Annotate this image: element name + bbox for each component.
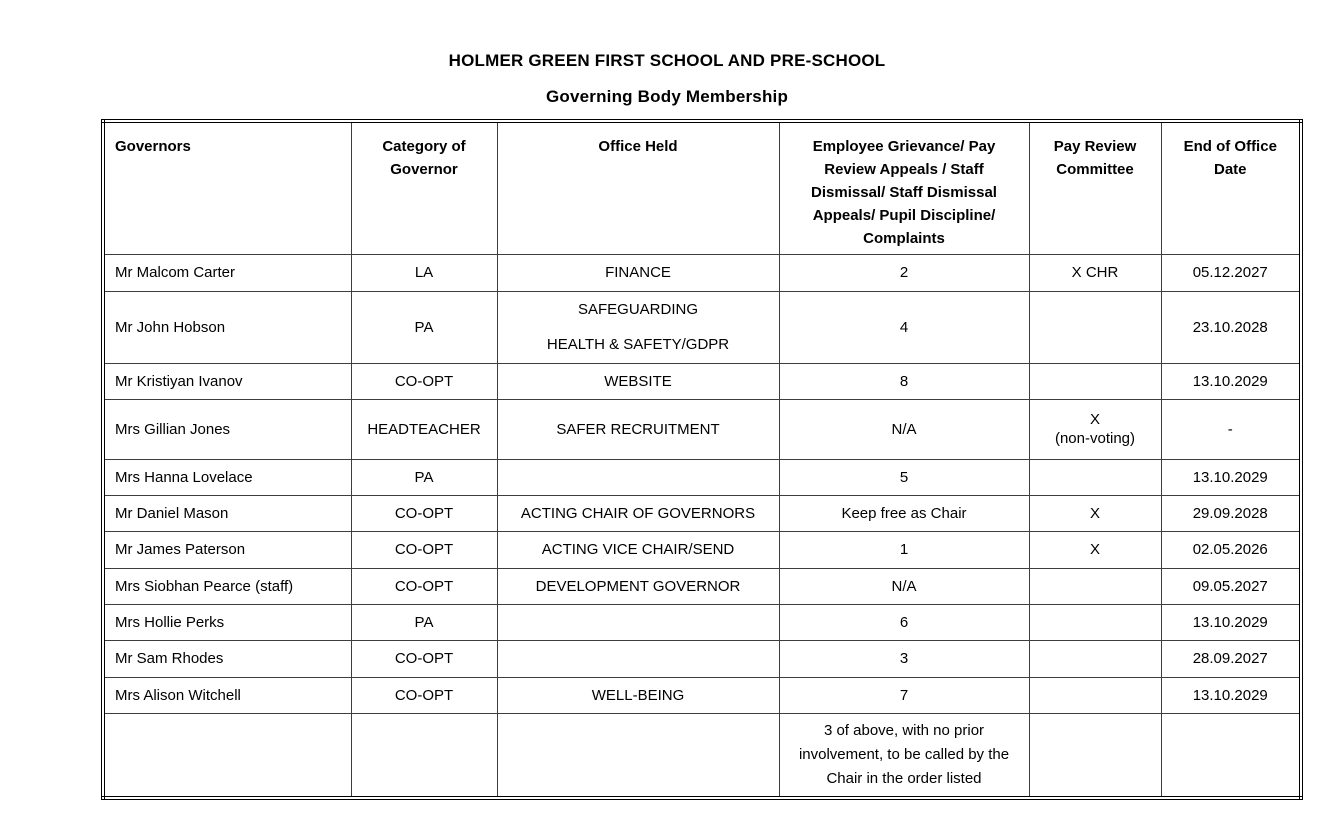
table-header-row — [103, 121, 1301, 254]
grievance-panel-number: 5 — [779, 459, 1029, 495]
governor-category — [351, 713, 497, 798]
office-held: WELL-BEING — [497, 677, 779, 713]
pay-review-mark — [1029, 291, 1161, 363]
end-of-office-date: - — [1161, 399, 1301, 459]
grievance-panel-number: 6 — [779, 604, 1029, 640]
end-of-office-date — [1161, 713, 1301, 798]
governor-name: Mr Daniel Mason — [103, 495, 351, 531]
grievance-panel-number: 2 — [779, 254, 1029, 291]
end-of-office-date: 13.10.2029 — [1161, 459, 1301, 495]
governor-category: CO-OPT — [351, 363, 497, 399]
office-held — [497, 713, 779, 798]
end-of-office-date: 13.10.2029 — [1161, 677, 1301, 713]
table-row — [103, 254, 1301, 291]
col-header-pay-review-committee: Pay Review Committee — [1029, 121, 1161, 254]
col-header-grievance-panels: Employee Grievance/ Pay Review Appeals / Staff Dismissal/ Staff Dismissal Appeals/ Pupil Discipline/ Complaints — [779, 121, 1029, 254]
grievance-panel-number: 3 — [779, 640, 1029, 677]
office-held — [497, 459, 779, 495]
table-row — [103, 531, 1301, 568]
table-row — [103, 459, 1301, 495]
governor-name — [103, 713, 351, 798]
governor-name: Mr James Paterson — [103, 531, 351, 568]
governor-category: CO-OPT — [351, 495, 497, 531]
governor-category: CO-OPT — [351, 531, 497, 568]
office-held — [497, 604, 779, 640]
table-row — [103, 495, 1301, 531]
table-row — [103, 677, 1301, 713]
end-of-office-date: 29.09.2028 — [1161, 495, 1301, 531]
end-of-office-date: 13.10.2029 — [1161, 363, 1301, 399]
office-held: FINANCE — [497, 254, 779, 291]
office-held: DEVELOPMENT GOVERNOR — [497, 568, 779, 604]
governor-name: Mr John Hobson — [103, 291, 351, 363]
col-header-governors: Governors — [103, 121, 351, 254]
grievance-panel-note: 3 of above, with no prior involvement, to be called by the Chair in the order listed — [779, 713, 1029, 798]
office-held: WEBSITE — [497, 363, 779, 399]
end-of-office-date: 23.10.2028 — [1161, 291, 1301, 363]
governor-name: Mr Malcom Carter — [103, 254, 351, 291]
governor-name: Mrs Siobhan Pearce (staff) — [103, 568, 351, 604]
governor-category: PA — [351, 291, 497, 363]
governing-body-table — [101, 119, 1303, 800]
office-held-line: HEALTH & SAFETY/GDPR — [546, 336, 730, 353]
pay-review-mark: X — [1029, 531, 1161, 568]
office-held-line: SAFEGUARDING — [577, 301, 698, 318]
governor-category: CO-OPT — [351, 568, 497, 604]
col-header-end-of-office-date: End of Office Date — [1161, 121, 1301, 254]
pay-review-mark — [1029, 677, 1161, 713]
grievance-panel-number: N/A — [779, 568, 1029, 604]
pay-review-mark — [1029, 363, 1161, 399]
col-header-office-held: Office Held — [497, 121, 779, 254]
table-row — [103, 291, 1301, 363]
col-header-category: Category of Governor — [351, 121, 497, 254]
office-held: ACTING VICE CHAIR/SEND — [497, 531, 779, 568]
grievance-panel-number: N/A — [779, 399, 1029, 459]
governor-name: Mrs Hollie Perks — [103, 604, 351, 640]
governor-name: Mrs Hanna Lovelace — [103, 459, 351, 495]
end-of-office-date: 05.12.2027 — [1161, 254, 1301, 291]
governor-category: PA — [351, 604, 497, 640]
governor-name: Mrs Gillian Jones — [103, 399, 351, 459]
pay-review-mark — [1029, 399, 1161, 459]
office-held — [497, 291, 779, 363]
pay-review-mark: X CHR — [1029, 254, 1161, 291]
governor-category: LA — [351, 254, 497, 291]
office-held: ACTING CHAIR OF GOVERNORS — [497, 495, 779, 531]
office-held — [497, 640, 779, 677]
pay-review-mark — [1029, 459, 1161, 495]
grievance-panel-number: 8 — [779, 363, 1029, 399]
pay-review-mark — [1029, 604, 1161, 640]
table-row — [103, 604, 1301, 640]
end-of-office-date: 13.10.2029 — [1161, 604, 1301, 640]
governor-category: PA — [351, 459, 497, 495]
pay-review-mark: X — [1029, 495, 1161, 531]
pay-review-mark — [1029, 640, 1161, 677]
table-row — [103, 640, 1301, 677]
governor-category: HEADTEACHER — [351, 399, 497, 459]
office-held: SAFER RECRUITMENT — [497, 399, 779, 459]
pay-review-mark — [1029, 568, 1161, 604]
grievance-panel-number: Keep free as Chair — [779, 495, 1029, 531]
table-row — [103, 713, 1301, 798]
table-row — [103, 399, 1301, 459]
governor-name: Mr Kristiyan Ivanov — [103, 363, 351, 399]
document-header — [0, 51, 1334, 107]
governor-name: Mr Sam Rhodes — [103, 640, 351, 677]
end-of-office-date: 28.09.2027 — [1161, 640, 1301, 677]
grievance-panel-number: 7 — [779, 677, 1029, 713]
table-row — [103, 363, 1301, 399]
grievance-panel-number: 4 — [779, 291, 1029, 363]
governor-category: CO-OPT — [351, 640, 497, 677]
grievance-panel-number: 1 — [779, 531, 1029, 568]
end-of-office-date: 09.05.2027 — [1161, 568, 1301, 604]
page-subtitle: Governing Body Membership — [545, 87, 789, 106]
pay-review-mark — [1029, 713, 1161, 798]
governor-name: Mrs Alison Witchell — [103, 677, 351, 713]
governor-category: CO-OPT — [351, 677, 497, 713]
pay-review-mark-line: (non-voting) — [1054, 430, 1136, 447]
pay-review-mark-line: X — [1089, 411, 1100, 428]
page-title: HOLMER GREEN FIRST SCHOOL AND PRE-SCHOOL — [448, 51, 886, 70]
end-of-office-date: 02.05.2026 — [1161, 531, 1301, 568]
table-row — [103, 568, 1301, 604]
